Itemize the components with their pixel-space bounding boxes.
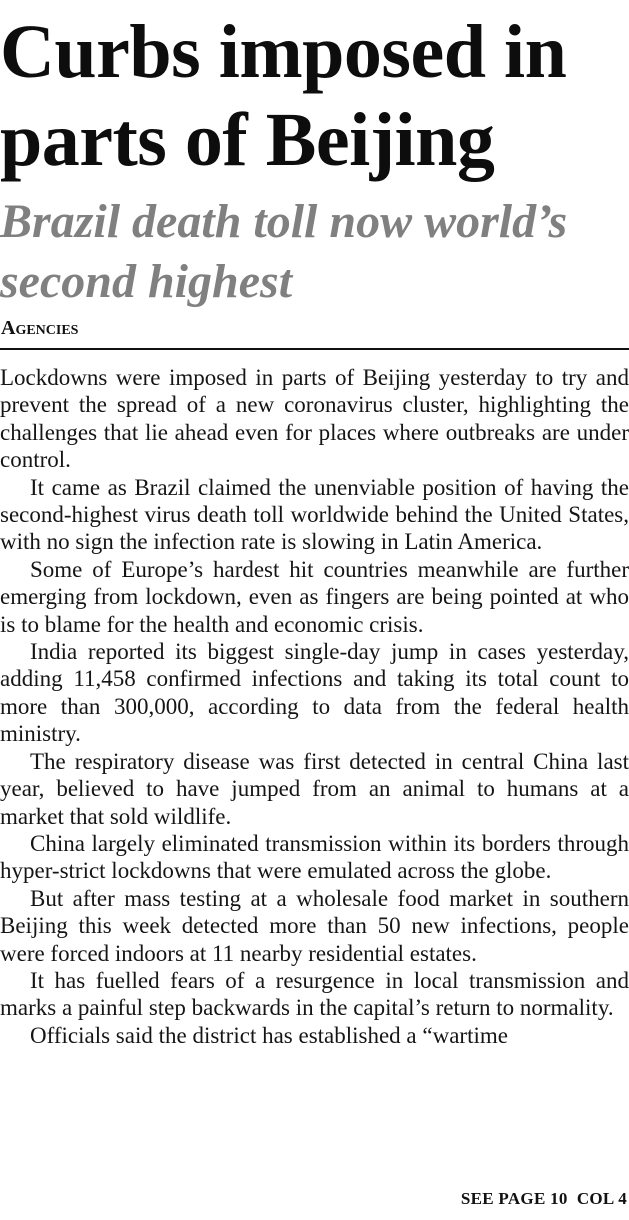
byline-divider (0, 348, 629, 350)
subheadline: Brazil death toll now world’s second highest (0, 195, 568, 308)
paragraph: China largely eliminated transmission within its borders through hyper-strict lockdowns that were emulated across the globe. (0, 830, 629, 884)
paragraph: Officials said the district has established a “wartime (30, 1022, 508, 1048)
paragraph: It has fuelled fears of a resurgence in local transmission and marks a painful step backwards in the capital’s return to normality. (0, 967, 629, 1021)
paragraph: Some of Europe’s hardest hit countries meanwhile are further emerging from lockdown, even as fingers are being pointed at who is to blame for the health and economic crisis. (0, 556, 629, 637)
byline: Agencies (1, 317, 79, 339)
paragraph: India reported its biggest single-day jump in cases yesterday, adding 11,458 confirmed infections and taking its total count to more than 300,000, according to data from the federal health ministry. (0, 639, 629, 747)
paragraph: The respiratory disease was first detected in central China last year, believed to have jumped from an animal to humans at a market that sold wildlife. (0, 748, 629, 829)
headline: Curbs imposed in parts of Beijing (0, 10, 567, 182)
paragraph: It came as Brazil claimed the unenviable position of having the second-highest virus death toll worldwide behind the United States, with no sign the infection rate is slowing in Latin America. (0, 474, 629, 555)
continued-on-page-link[interactable]: SEE PAGE 10 COL 4 (460, 1189, 627, 1208)
paragraph: But after mass testing at a wholesale food market in southern Beijing this week detected more than 50 new infections, people were forced indoors at 11 nearby residential estates. (0, 885, 629, 966)
paragraph: Lockdowns were imposed in parts of Beijing yesterday to try and prevent the spread of a new coronavirus cluster, highlighting the challenges that lie ahead even for places where outbreaks are under control. (0, 365, 629, 473)
article-body (0, 364, 629, 1182)
